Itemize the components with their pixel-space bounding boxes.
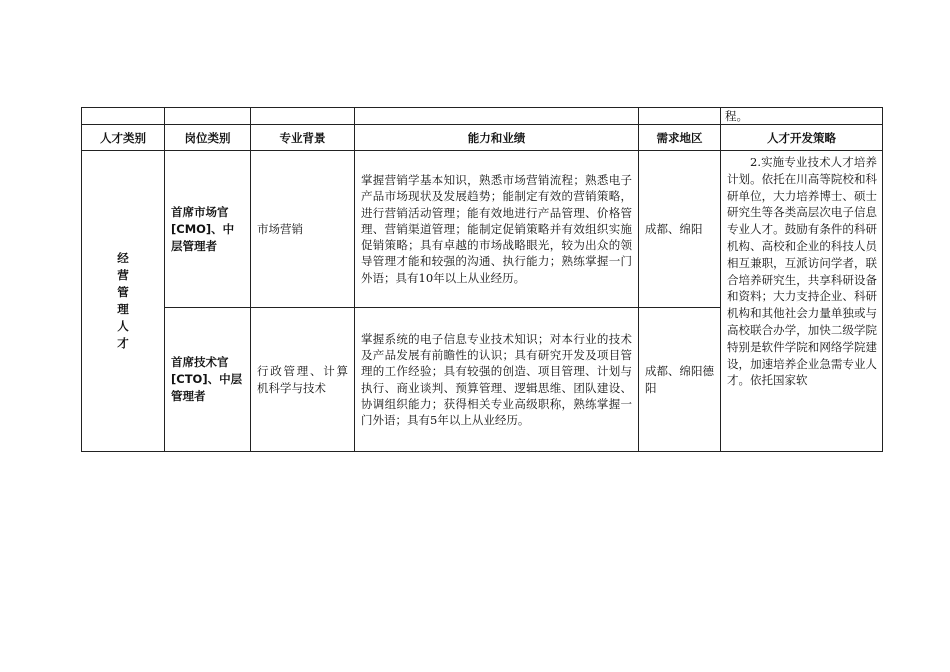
region-cell: 成都、绵阳德阳: [639, 308, 721, 452]
background-cell: 市场营销: [251, 151, 355, 308]
header-ability: 能力和业绩: [355, 125, 639, 151]
empty-cell: [82, 108, 165, 125]
background-cell: 行政管理、计算机科学与技术: [251, 308, 355, 452]
talent-category-cell: [82, 151, 165, 452]
empty-cell: [165, 108, 251, 125]
header-position-category: 岗位类别: [165, 125, 251, 151]
header-region: 需求地区: [639, 125, 721, 151]
talent-category-label: 经营管理人才: [117, 251, 129, 350]
talent-table: [81, 107, 883, 452]
table-continuation-row: [82, 108, 883, 125]
strategy-continuation-cell: 程。: [721, 108, 883, 125]
header-talent-category: 人才类别: [82, 125, 165, 151]
empty-cell: [639, 108, 721, 125]
strategy-cell: 2.实施专业技术人才培养计划。依托在川高等院校和科研单位，大力培养博士、硕士研究生等各类高层次电子信息专业人才。鼓励有条件的科研机构、高校和企业的科技人员相互兼职，互派访问学者，联合培养研究生，共享科研设备和资料；大力支持企业、科研机构和其他社会力量单独或与高校联合办学，加快二级学院特别是软件学院和网络学院建设，加速培养企业急需专业人才。依托国家软: [721, 151, 883, 452]
empty-cell: [251, 108, 355, 125]
position-cell: 首席市场官[CMO]、中层管理者: [165, 151, 251, 308]
header-strategy: 人才开发策略: [721, 125, 883, 151]
empty-cell: [355, 108, 639, 125]
table-header-row: [82, 125, 883, 151]
ability-cell: 掌握系统的电子信息专业技术知识；对本行业的技术及产品发展有前瞻性的认识；具有研究开发及项目管理的工作经验；具有较强的创造、项目管理、计划与执行、商业谈判、预算管理、逻辑思维、团队建设、协调组织能力；获得相关专业高级职称，熟练掌握一门外语；具有5年以上从业经历。: [355, 308, 639, 452]
header-background: 专业背景: [251, 125, 355, 151]
table-row: [82, 151, 883, 308]
position-cell: 首席技术官[CTO]、中层管理者: [165, 308, 251, 452]
region-cell: 成都、绵阳: [639, 151, 721, 308]
ability-cell: 掌握营销学基本知识，熟悉市场营销流程；熟悉电子产品市场现状及发展趋势；能制定有效的营销策略，进行营销活动管理；能有效地进行产品管理、价格管理、营销渠道管理；能制定促销策略并有效组织实施促销策略；具有卓越的市场战略眼光，较为出众的领导管理才能和较强的沟通、执行能力；熟练掌握一门外语；具有10年以上从业经历。: [355, 151, 639, 308]
